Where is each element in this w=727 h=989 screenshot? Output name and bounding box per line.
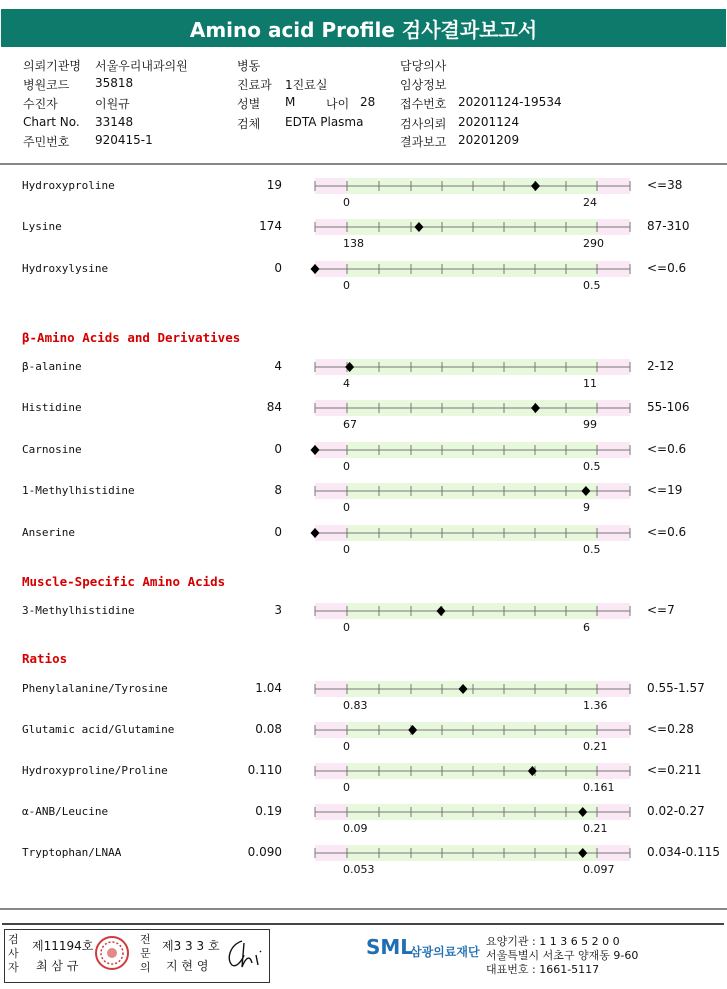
range-bar — [305, 679, 635, 713]
high-limit: 0.21 — [583, 822, 608, 835]
info-c3-2-label: 접수번호 — [400, 97, 447, 111]
info-c3-2-value: 20201124-19534 — [458, 95, 562, 109]
info-c1-1-label: 병원코드 — [23, 78, 70, 92]
info-c3-3-label: 검사의뢰 — [400, 117, 447, 131]
analyte-value: 0.19 — [255, 804, 282, 818]
analyte-name: Glutamic acid/Glutamine — [22, 723, 175, 736]
footer-line: 대표번호 : 1661-5117 — [486, 963, 600, 976]
high-limit: 99 — [583, 418, 597, 431]
info-c2-1-value: 1진료실 — [285, 78, 328, 92]
examiner-label: 검사자 — [8, 933, 19, 974]
reference-range: <=0.6 — [647, 442, 687, 456]
low-limit: 0 — [343, 621, 350, 634]
analyte-value: 8 — [274, 483, 282, 497]
org-name: 삼광의료재단 — [410, 945, 480, 959]
info-c2-1-label: 진료과 — [237, 78, 272, 92]
high-limit: 24 — [583, 196, 597, 209]
analyte-name: Phenylalanine/Tyrosine — [22, 682, 168, 695]
analyte-name: Tryptophan/LNAA — [22, 846, 122, 859]
info-c2-2-value: M — [285, 95, 296, 109]
range-bar — [305, 481, 635, 515]
sml-logo: SML — [366, 935, 414, 959]
reference-range: 0.55-1.57 — [647, 681, 705, 695]
info-c1-4-value: 920415-1 — [95, 133, 153, 147]
range-bar — [305, 761, 635, 795]
info-c1-2-label: 수진자 — [23, 97, 58, 111]
info-c3-4-label: 결과보고 — [400, 135, 447, 149]
analyte-value: 0.08 — [255, 722, 282, 736]
low-limit: 67 — [343, 418, 357, 431]
reference-range: 2-12 — [647, 359, 675, 373]
low-limit: 0 — [343, 740, 350, 753]
info-c2-3-label: 검체 — [237, 117, 261, 131]
report-title: Amino acid Profile 검사결과보고서 — [1, 9, 726, 47]
analyte-value: 19 — [266, 178, 282, 192]
seal-stamp — [94, 935, 130, 971]
low-limit: 0.053 — [343, 863, 375, 876]
reference-range: 0.02-0.27 — [647, 804, 705, 818]
reference-range: <=7 — [647, 603, 675, 617]
analyte-value: 0 — [274, 261, 282, 275]
low-limit: 0 — [343, 460, 350, 473]
high-limit: 0.5 — [583, 279, 601, 292]
reference-range: 55-106 — [647, 400, 690, 414]
analyte-value: 3 — [274, 603, 282, 617]
low-limit: 138 — [343, 237, 364, 250]
examiner-number: 제11194호 — [32, 939, 94, 953]
high-limit: 11 — [583, 377, 597, 390]
high-limit: 0.161 — [583, 781, 615, 794]
analyte-name: Lysine — [22, 220, 62, 233]
high-limit: 1.36 — [583, 699, 608, 712]
range-bar — [305, 843, 635, 877]
info-c3-3-value: 20201124 — [458, 115, 520, 129]
analyte-name: Hydroxyproline — [22, 179, 115, 192]
high-limit: 0.5 — [583, 460, 601, 473]
analyte-value: 0 — [274, 442, 282, 456]
info-c1-0-label: 의뢰기관명 — [23, 59, 81, 73]
analyte-value: 174 — [259, 219, 282, 233]
range-bar — [305, 601, 635, 635]
reference-range: <=38 — [647, 178, 683, 192]
info-c2-0-label: 병동 — [237, 59, 261, 73]
divider — [0, 908, 727, 910]
range-bar — [305, 720, 635, 754]
footer-line: 요양기관 : 1 1 3 6 5 2 0 0 — [486, 935, 620, 948]
analyte-value: 4 — [274, 359, 282, 373]
low-limit: 0 — [343, 196, 350, 209]
specialist-number: 제3 3 3 호 — [162, 939, 220, 953]
analyte-name: α-ANB/Leucine — [22, 805, 109, 818]
footer-line: 서울특별시 서초구 양재동 9-60 — [486, 949, 639, 962]
range-bar — [305, 440, 635, 474]
info-c1-4-label: 주민번호 — [23, 135, 70, 149]
reference-range: <=19 — [647, 483, 683, 497]
info-c1-3-value: 33148 — [95, 115, 134, 129]
info-c1-0-value: 서울우리내과의원 — [95, 59, 188, 73]
analyte-name: β-alanine — [22, 360, 82, 373]
range-bar — [305, 176, 635, 210]
range-bar — [305, 802, 635, 836]
high-limit: 290 — [583, 237, 604, 250]
reference-range: <=0.6 — [647, 261, 687, 275]
analyte-name: Histidine — [22, 401, 82, 414]
signature — [224, 937, 264, 971]
reference-range: <=0.6 — [647, 525, 687, 539]
analyte-name: 1-Methylhistidine — [22, 484, 135, 497]
analyte-name: 3-Methylhistidine — [22, 604, 135, 617]
age-label: 나이 — [326, 97, 350, 111]
high-limit: 0.097 — [583, 863, 615, 876]
specialist-label: 전문의 — [140, 933, 151, 974]
specialist-name: 지 현 영 — [166, 959, 209, 973]
info-c1-3-label: Chart No. — [23, 115, 80, 129]
section-heading: Ratios — [22, 651, 68, 666]
info-c3-0-label: 담당의사 — [400, 59, 447, 73]
info-c3-4-value: 20201209 — [458, 133, 520, 147]
analyte-value: 1.04 — [255, 681, 282, 695]
analyte-value: 84 — [266, 400, 282, 414]
info-c2-3-value: EDTA Plasma — [285, 115, 364, 129]
reference-range: <=0.28 — [647, 722, 694, 736]
reference-range: <=0.211 — [647, 763, 702, 777]
high-limit: 9 — [583, 501, 590, 514]
analyte-value: 0.090 — [247, 845, 282, 859]
age-value: 28 — [360, 95, 376, 109]
reference-range: 0.034-0.115 — [647, 845, 721, 859]
divider — [0, 163, 727, 165]
info-c1-2-value: 이원규 — [95, 97, 130, 111]
low-limit: 0 — [343, 279, 350, 292]
low-limit: 0 — [343, 781, 350, 794]
range-bar — [305, 259, 635, 293]
low-limit: 4 — [343, 377, 350, 390]
analyte-value: 0.110 — [247, 763, 282, 777]
analyte-name: Anserine — [22, 526, 75, 539]
low-limit: 0 — [343, 543, 350, 556]
report-footer — [2, 923, 724, 987]
low-limit: 0.09 — [343, 822, 368, 835]
info-c3-1-label: 임상정보 — [400, 78, 447, 92]
section-heading: Muscle-Specific Amino Acids — [22, 574, 226, 589]
range-bar — [305, 217, 635, 251]
low-limit: 0 — [343, 501, 350, 514]
range-bar — [305, 357, 635, 391]
analyte-name: Hydroxylysine — [22, 262, 109, 275]
section-heading: β-Amino Acids and Derivatives — [22, 330, 241, 345]
analyte-name: Hydroxyproline/Proline — [22, 764, 168, 777]
analyte-value: 0 — [274, 525, 282, 539]
analyte-name: Carnosine — [22, 443, 82, 456]
low-limit: 0.83 — [343, 699, 368, 712]
range-bar — [305, 523, 635, 557]
range-bar — [305, 398, 635, 432]
info-c2-2-label: 성별 — [237, 97, 261, 111]
high-limit: 6 — [583, 621, 590, 634]
reference-range: 87-310 — [647, 219, 690, 233]
high-limit: 0.5 — [583, 543, 601, 556]
examiner-name: 최 삼 규 — [36, 959, 79, 973]
info-c1-1-value: 35818 — [95, 76, 134, 90]
high-limit: 0.21 — [583, 740, 608, 753]
